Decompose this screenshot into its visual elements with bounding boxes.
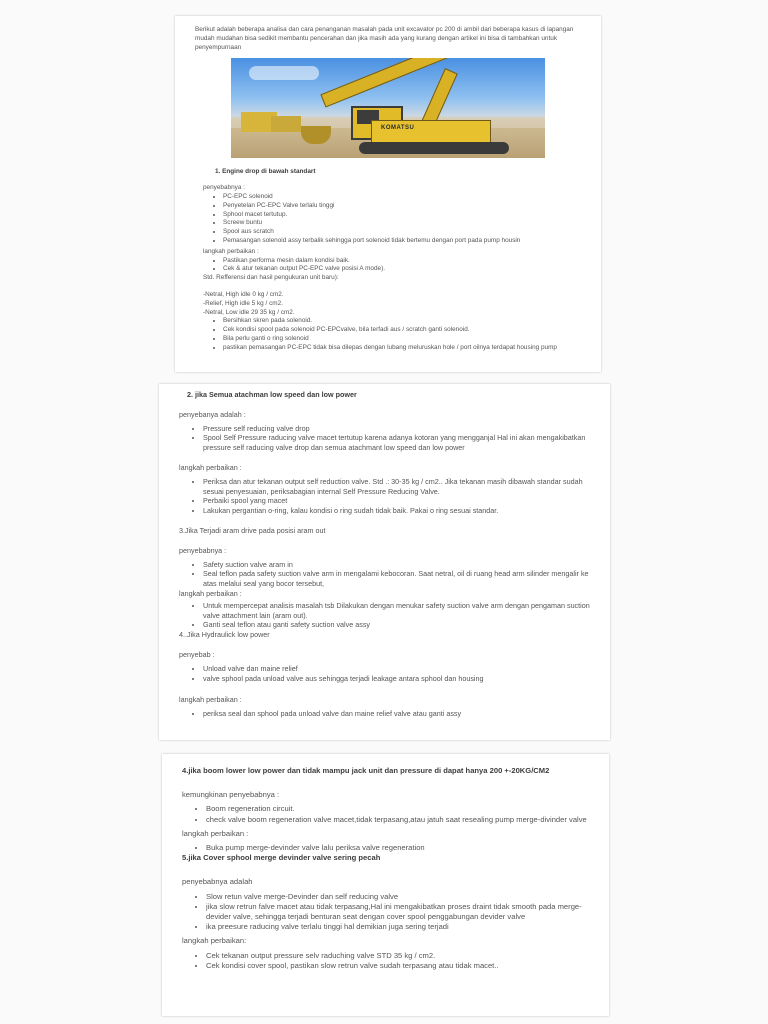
fix-list-5 bbox=[182, 951, 589, 971]
list-item: • Buka pump merge-devinder valve lalu periksa valve regeneration bbox=[206, 843, 589, 853]
brand-label: KOMATSU bbox=[381, 125, 415, 132]
cause-label-2: penyebanya adalah : bbox=[179, 409, 246, 419]
list-item: • Screew buntu bbox=[223, 219, 587, 228]
heading-4: 4..Jika Hydraulick low power bbox=[179, 630, 270, 640]
list-item: • Bersihkan skren pada solenoid. bbox=[223, 317, 587, 326]
list-item: • Boom regeneration circuit. bbox=[206, 804, 589, 814]
fix-list-1 bbox=[189, 257, 587, 275]
excavator-photo bbox=[231, 58, 545, 158]
list-item: • Sphool macet tertutup. bbox=[223, 211, 587, 220]
list-item: • Pastikan performa mesin dalam kondisi baik. bbox=[223, 257, 587, 266]
cause-list-4b bbox=[182, 804, 589, 824]
cause-label-5: penyebabnya adalah bbox=[182, 877, 253, 887]
list-item: • valve sphool pada unload valve aus sehingga terjadi leakage antara sphool dan housing bbox=[203, 674, 590, 684]
cause-list-5 bbox=[182, 892, 589, 933]
fix-list-4 bbox=[179, 709, 590, 719]
fix-label-2: langkah perbaikan : bbox=[179, 462, 242, 472]
list-item: • Cek kondisi cover spool, pastikan slow retrun valve sudah terpasang atau tidak macet.. bbox=[206, 961, 589, 971]
list-item: • Ganti seal teflon atau ganti safety suction valve assy bbox=[203, 620, 590, 630]
cause-list-1 bbox=[189, 193, 587, 246]
list-item: • pastikan pemasangan PC-EPC tidak bisa dilepas dengan lubang meluruskan hole / port oilnya terdapat housing pump bbox=[223, 344, 587, 353]
std-value: -Netral, High idle 0 kg / cm2. bbox=[203, 290, 284, 298]
list-item: • periksa seal dan sphool pada unload valve dan maine relief valve atau ganti assy bbox=[203, 709, 590, 719]
document-page-2 bbox=[159, 384, 610, 740]
list-item: • ika preesure raducing valve terlalu tinggi hal demikian juga sering terjadi bbox=[206, 922, 589, 932]
cause-list-2 bbox=[179, 424, 590, 453]
heading-5: 5.jika Cover sphool merge devinder valve sering pecah bbox=[182, 853, 381, 863]
cause-list-4 bbox=[179, 664, 590, 684]
fix-list-4b bbox=[182, 843, 589, 853]
list-item: • Untuk mempercepat analisis masalah tsb Dilakukan dengan menukar safety suction valve arm dengan pengaman suction valve attachment lain (aram out). bbox=[203, 601, 590, 621]
list-item: • Bila perlu ganti o ring solenoid bbox=[223, 335, 587, 344]
std-value: -Relief, High idle 5 kg / cm2. bbox=[203, 299, 283, 307]
list-item: • Pressure self reducing valve drop bbox=[203, 424, 590, 434]
cause-list-3 bbox=[179, 560, 590, 589]
list-item: • Periksa dan atur tekanan output self reduction valve. Std .: 30-35 kg / cm2.. Jika tekanan masih dibawah standar sudah sesuai penyesuaian, periksabagian internal Self Pressure Reducing Valve. bbox=[203, 477, 590, 497]
std-value: -Netral, Low idle 29 35 kg / cm2. bbox=[203, 308, 295, 316]
cause-label-1: penyebabnya : bbox=[203, 184, 245, 192]
std-label: Std. Refferensi dan hasil pengukuran unit baru): bbox=[203, 274, 339, 282]
list-item: • Cek kondisi spool pada solenoid PC-EPCvalve, bila terfadi aus / scratch ganti solenoid. bbox=[223, 326, 587, 335]
intro-text: Berikut adalah beberapa analisa dan cara penanganan masalah pada unit excavator pc 200 di ambil dari beberapa kasus di lapangan mudah mudahan bisa sedikit membantu pencerahan dan jika masih ada yang kurang dengan artikel ini bisa di tambahkan untuk penyempurnaan bbox=[195, 26, 574, 51]
fix-list-2 bbox=[179, 477, 590, 516]
list-item: • Lakukan pergantian o-ring, kalau kondisi o ring sudah tidak baik. Pakai o ring sesuai standar. bbox=[203, 506, 590, 516]
list-item: • Cek & atur tekanan output PC-EPC valve posisi A mode). bbox=[223, 265, 587, 274]
fix-label-4: langkah perbaikan : bbox=[179, 695, 242, 705]
list-item: • jika slow retrun falve macet atau tidak terpasang,Hal ini mengakibatkan proses draint tidak smooth pada merge-devider valve, sehingga terjadi benturan seat dengan cover spool penggabungan devider valve bbox=[206, 902, 589, 922]
list-item: • Perbaiki spool yang macet bbox=[203, 496, 590, 506]
list-item: • Cek tekanan output pressure selv raduching valve STD 35 kg / cm2. bbox=[206, 951, 589, 961]
heading-1: 1. Engine drop di bawah standart bbox=[215, 168, 316, 176]
more-fix-list bbox=[189, 317, 587, 352]
list-item: • Spool aus scratch bbox=[223, 228, 587, 237]
cause-label-4: penyebab : bbox=[179, 649, 215, 659]
fix-label-1: langkah perbaikan : bbox=[203, 247, 259, 255]
document-page-3 bbox=[162, 754, 609, 1016]
fix-list-3 bbox=[179, 601, 590, 630]
fix-label-4b: langkah perbaikan : bbox=[182, 828, 249, 838]
list-item: • Safety suction valve aram in bbox=[203, 560, 590, 570]
document-page-1 bbox=[175, 16, 601, 372]
list-item: • Penyetelan PC-EPC Valve terlalu tinggi bbox=[223, 202, 587, 211]
cause-label-4b: kemungkinan penyebabnya : bbox=[182, 790, 280, 800]
heading-3: 3.Jika Terjadi aram drive pada posisi aram out bbox=[179, 525, 326, 535]
list-item: • Unload valve dan maine relief bbox=[203, 664, 590, 674]
list-item: • PC-EPC solenoid bbox=[223, 193, 587, 202]
cause-label-3: penyebabnya : bbox=[179, 545, 227, 555]
list-item: • Seal teflon pada safety suction valve arm in mengalami kebocoran. Saat netral, oil di ruang head arm silinder mengalir ke atas melalui seal yang bocor tersebut, bbox=[203, 569, 590, 589]
fix-label-3: langkah perbaikan : bbox=[179, 588, 242, 598]
list-item: • Slow retun valve merge-Devinder dan self reducing valve bbox=[206, 892, 589, 902]
list-item: • Spool Self Pressure raducing valve macet tertutup karena adanya kotoran yang mengganjal Hal ini akan mengakibatkan pressure self raducing valve drop dan semua atachmant low speed dan low power bbox=[203, 433, 590, 453]
list-item: • check valve boom regeneration valve macet,tidak terpasang,atau jatuh saat resealing pump merge-divinder valve bbox=[206, 815, 589, 825]
heading-4b: 4.jika boom lower low power dan tidak mampu jack unit dan pressure di dapat hanya 200 +-20KG/CM2 bbox=[182, 766, 550, 775]
fix-label-5: langkah perbaikan: bbox=[182, 936, 247, 946]
heading-2: 2. jika Semua atachman low speed dan low power bbox=[187, 390, 357, 399]
list-item: • Pemasangan solenoid assy terbalik sehingga port solenoid tidak bertemu dengan port pada pump housin bbox=[223, 237, 587, 246]
